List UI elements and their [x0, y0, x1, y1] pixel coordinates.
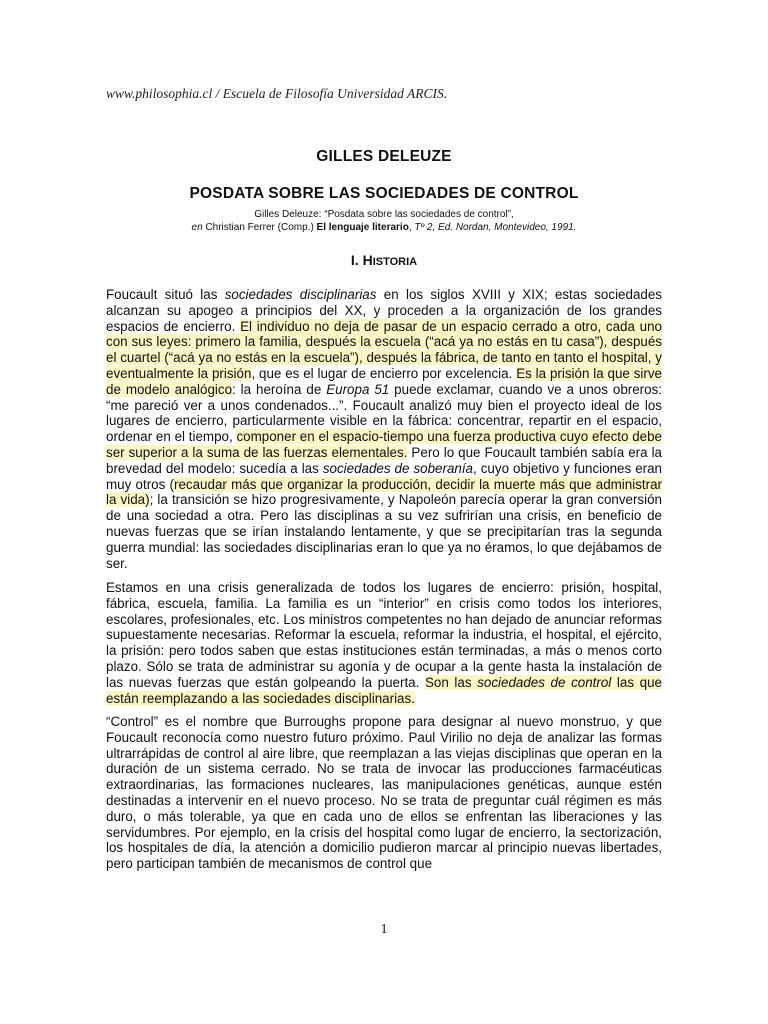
- p1-text: , que es el lugar de encierro por excelencia.: [251, 365, 517, 381]
- citation-line-2: [0, 222, 768, 233]
- section-number: I.: [350, 252, 363, 268]
- p1-text: puede exclamar, cuando ve a unos obreros: “me pareció ver a unos condenados...”. Foucault analizó muy bien el proyecto ideal de los lugares de encierro, particularmente visible en la fábrica: concentrar, repartir en el espacio, ordenar en el tiempo,: [106, 381, 662, 445]
- paragraph-3: “Control” es el nombre que Burroughs propone para designar al nuevo monstruo, y que Foucault reconocía como nuestro futuro próximo. Paul Virilio no deja de analizar las formas ultrarrápidas de control al aire libre, que reemplazan a las viejas disciplinas que operan en la duración de un sistema cerrado. No se trata de invocar las producciones farmacéuticas extraordinarias, las formaciones nucleares, las manipulaciones genéticas, aunque estén destinadas a intervenir en el nuevo proceso. No se trata de preguntar cuál régimen es más duro, o más tolerable, ya que en cada uno de ellos se enfrentan las liberaciones y las servidumbres. Por ejemplo, en la crisis del hospital como lugar de encierro, la sectorización, los hospitales de día, la atención a domicilio pudieron marcar al principio nuevas libertades, pero participan también de mecanismos de control que: [106, 714, 662, 872]
- citation-en: en: [191, 222, 203, 233]
- p1-text: Foucault situó las: [106, 287, 225, 302]
- p2-text: Estamos en una crisis generalizada de todos los lugares de encierro: prisión, hospital, fábrica, escuela, familia. La familia es un “interior” en crisis como todos los interiores, escolares, profesionales, etc. Los ministros competentes no han dejado de anunciar reformas supuestamente necesarias. Reformar la escuela, reformar la industria, el hospital, el ejército, la prisión: pero todos saben que estas instituciones están terminadas, a más o menos corto plazo. Sólo se trata de administrar su agonía y de ocupar a la gente hasta la instalación de las nuevas fuerzas que están golpeando la puerta.: [106, 580, 662, 690]
- p2-highlight-text: Son las: [424, 674, 478, 690]
- page-number: 1: [380, 922, 388, 937]
- p1-text: , cuyo objetivo y funciones eran muy otros (: [106, 460, 662, 492]
- p1-highlight: El individuo no deja de pasar de un espacio cerrado a otro, cada uno con sus leyes: primero la familia, después la escuela (“acá ya no estás en tu casa”), después el cuartel (“acá ya no estás en la escuela”), después la fábrica, de tanto en tanto el hospital, y eventualmente la prisión: [106, 318, 662, 381]
- p1-text: : la heroína de: [232, 381, 327, 397]
- citation-line-1: Gilles Deleuze: “Posdata sobre las sociedades de control”,: [254, 209, 514, 220]
- section-first-letter: H: [362, 252, 373, 268]
- p2-highlight-emphasis: sociedades de control: [477, 674, 612, 690]
- citation-details: Tº 2, Ed. Nordan, Montevideo, 1991.: [414, 222, 577, 233]
- p1-emphasis: sociedades disciplinarias: [224, 287, 377, 302]
- section-rest: ISTORIA: [372, 256, 418, 268]
- section-heading: [0, 252, 768, 268]
- source-header: www.philosophia.cl / Escuela de Filosofía Universidad ARCIS.: [106, 86, 448, 101]
- p1-text: en los siglos XVIII y XIX; estas sociedades alcanzan su apogeo a principios del XX, y proceden a la organización de los grandes espacios de encierro.: [106, 287, 662, 334]
- p1-emphasis: sociedades de soberanía: [322, 460, 474, 476]
- p1-highlight: Es la prisión la que sirve de modelo analógico: [106, 365, 663, 397]
- p1-highlight: componer en el espacio-tiempo una fuerza productiva cuyo efecto debe ser superior a la suma de las fuerzas elementales.: [106, 429, 663, 460]
- citation-book: El lenguaje literario: [316, 222, 409, 233]
- citation-sep: ,: [408, 222, 415, 233]
- citation-editor: Christian Ferrer (Comp.): [202, 222, 317, 233]
- document-title: POSDATA SOBRE LAS SOCIEDADES DE CONTROL: [189, 185, 579, 202]
- p1-text: ; la transición se hizo progresivamente, y Napoleón parecía operar la gran conversión de una sociedad a otra. Pero las disciplinas a su vez sufrirían una crisis, en beneficio de nuevas fuerzas que se irían instalando lentamente, y que se precipitarían tras la segunda guerra mundial: las sociedades disciplinarias eran lo que ya no éramos, lo que dejábamos de ser.: [106, 492, 663, 571]
- author-title: GILLES DELEUZE: [316, 148, 452, 165]
- p2-highlight-text: las que están reemplazando a las sociedades disciplinarias.: [106, 674, 662, 706]
- p1-highlight: recaudar más que organizar la producción, decidir la muerte más que administrar la vida): [106, 476, 662, 508]
- p1-text: Pero lo que Foucault también sabía era la brevedad del modelo: sucedía a las: [106, 444, 662, 476]
- p1-emphasis: Europa 51: [326, 381, 390, 397]
- paragraph-2: [106, 580, 662, 706]
- paragraph-1: [106, 287, 662, 571]
